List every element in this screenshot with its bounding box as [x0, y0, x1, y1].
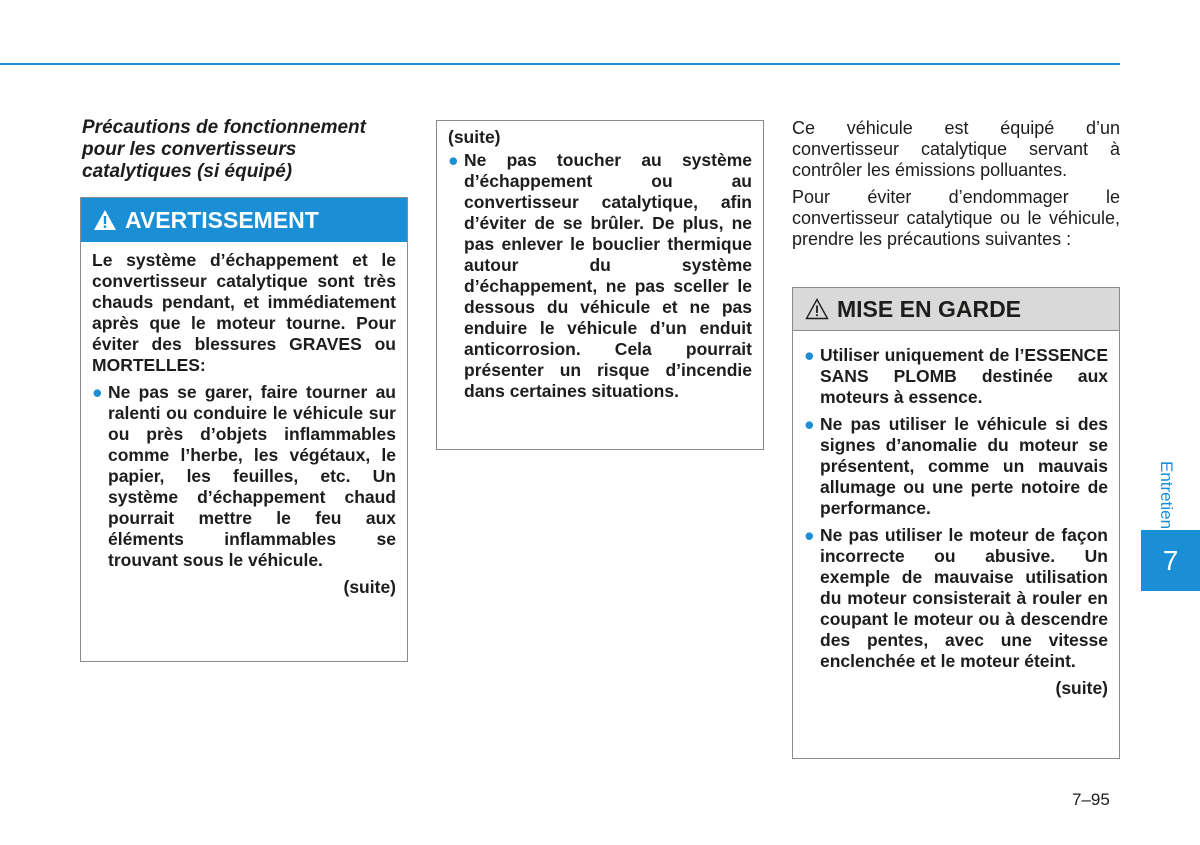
bullet-icon: ● [804, 414, 815, 434]
caution-list [804, 345, 1108, 672]
section-title-line: pour les convertisseurs [82, 139, 297, 160]
warning-box [80, 197, 408, 662]
list-item-text: Ne pas se garer, faire tourner au ralenti ou conduire le véhicule sur ou près d’objets inflammables comme l’herbe, les végétaux, le papier, les feuilles, etc. Un système d’échappement chaud pourrait mettre le feu aux éléments inflammables se trouvant sous le véhicule. [108, 382, 396, 570]
list-item-text: Ne pas utiliser le véhicule si des signes d’anomalie du moteur se présentent, comme un mauvais allumage ou une perte notoire de performance. [820, 414, 1108, 518]
caution-title: MISE EN GARDE [837, 295, 1022, 322]
continued-warning-box [436, 120, 764, 450]
list-item [804, 525, 1108, 672]
warning-list [92, 382, 396, 571]
list-item-text: Ne pas toucher au système d’échappement ou au convertisseur catalytique, afin d’éviter de se brûler. De plus, ne pas enlever le bouclier thermique autour du système d’échappement, ne pas sceller le dessous du véhicule et ne pas enduire le véhicule d’un enduit anticorrosion. Cela pourrait présenter un risque d’incendie dans certaines situations. [464, 150, 752, 401]
page-number: 7–95 [1072, 790, 1110, 809]
section-title-line: catalytiques (si équipé) [82, 161, 293, 182]
section-title-line: Précautions de fonctionnement [82, 117, 366, 138]
section-title [82, 117, 412, 183]
bullet-icon: ● [92, 382, 103, 402]
list-item-text: Ne pas utiliser le moteur de façon incorrecte ou abusive. Un exemple de mauvaise utilisation du moteur consisterait à rouler en coupant le moteur ou à descendre des pentes, avec une vitesse enclenchée et le moteur éteint. [820, 525, 1108, 671]
top-rule [0, 63, 1120, 65]
warning-header [81, 198, 407, 242]
suite-label: (suite) [1055, 678, 1108, 698]
continued-body [437, 121, 763, 410]
chapter-name: Entretien [1157, 460, 1177, 530]
intro-paragraph: Ce véhicule est équipé d’un convertisseur catalytique servant à contrôler les émissions polluantes. [792, 118, 1120, 180]
list-item [92, 382, 396, 571]
bullet-icon: ● [448, 150, 459, 170]
warning-body [81, 242, 407, 606]
warning-triangle-icon [93, 209, 117, 231]
continued-list [448, 150, 752, 402]
bullet-icon: ● [804, 525, 815, 545]
chapter-number: 7 [1162, 544, 1179, 576]
intro-text [792, 118, 1120, 256]
list-item-text: Utiliser uniquement de l’ESSENCE SANS PLOMB destinée aux moteurs à essence. [820, 345, 1108, 407]
list-item [448, 150, 752, 402]
caution-triangle-icon [805, 298, 829, 320]
suite-label: (suite) [448, 127, 501, 147]
caution-body [793, 331, 1119, 707]
suite-label: (suite) [343, 577, 396, 597]
caution-header [793, 288, 1119, 331]
warning-title: AVERTISSEMENT [125, 206, 319, 233]
caution-box [792, 287, 1120, 759]
chapter-tab [1141, 530, 1200, 591]
chapter-side-label [1146, 450, 1186, 540]
list-item [804, 414, 1108, 519]
intro-paragraph: Pour éviter d’endommager le convertisseur catalytique ou le véhicule, prendre les précautions suivantes : [792, 187, 1120, 249]
list-item [804, 345, 1108, 408]
warning-intro: Le système d’échappement et le convertisseur catalytique sont très chauds pendant, et immédiatement après que le moteur tourne. Pour éviter des blessures GRAVES ou MORTELLES: [92, 250, 396, 375]
bullet-icon: ● [804, 345, 815, 365]
